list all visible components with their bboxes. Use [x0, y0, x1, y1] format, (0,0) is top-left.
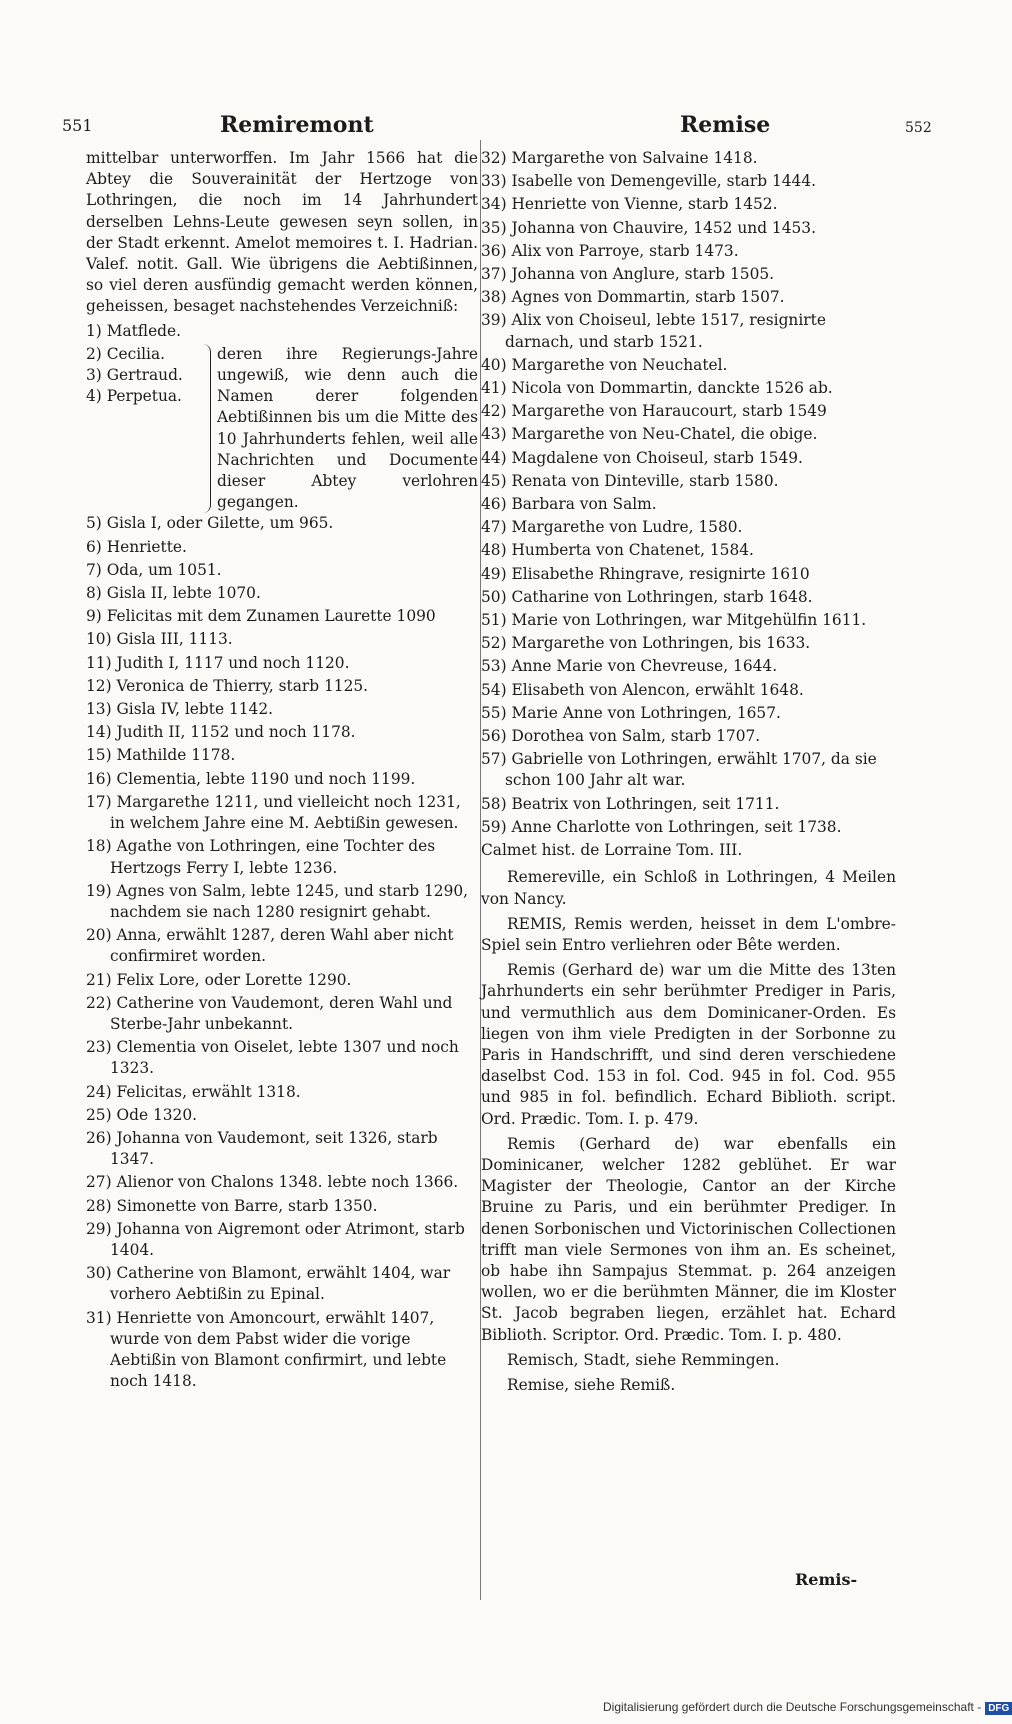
list-item: 31) Henriette von Amoncourt, erwählt 1407, wurde von dem Pabst wider die vorige Aebtißin von Blamont confirmirt, und lebte noch 1418.	[86, 1308, 447, 1391]
list-item: 36) Alix von Parroye, starb 1473.	[481, 241, 739, 260]
list-item: 42) Margarethe von Haraucourt, starb 1549	[481, 402, 827, 421]
list-item: 53) Anne Marie von Chevreuse, 1644.	[481, 657, 778, 676]
list-item: 48) Humberta von Chatenet, 1584.	[481, 541, 754, 560]
list-item: 3) Gertraud.	[86, 366, 183, 385]
list-item: 44) Magdalene von Choiseul, starb 1549.	[481, 448, 803, 467]
list-item: 43) Margarethe von Neu-Chatel, die obige.	[481, 425, 818, 444]
list-item: 11) Judith I, 1117 und noch 1120.	[86, 653, 350, 672]
list-item: 33) Isabelle von Demengeville, starb 1444.	[481, 172, 817, 191]
entry-remis-definition: REMIS, Remis werden, heisset in dem L'ombre-Spiel sein Entro verliehren oder Bête werden.	[481, 914, 896, 954]
page-number-right: 552	[905, 120, 932, 136]
list-item: 7) Oda, um 1051.	[86, 560, 222, 579]
right-column	[481, 148, 896, 1400]
page-number-left: 551	[62, 116, 93, 135]
list-item: 13) Gisla IV, lebte 1142.	[86, 700, 274, 719]
footer-text: Digitalisierung gefördert durch die Deutsche Forschungsgemeinschaft -	[603, 1700, 982, 1714]
entry-remis-gerhard-1: Remis (Gerhard de) war um die Mitte des 13ten Jahrhunderts ein sehr berühmter Prediger in Paris, und vermuthlich aus dem Dominicaner-Orden. Es liegen von ihm viele Predigten in der Sorbonne zu Paris in Handschrifft, und sind deren verschiedene daselbst Cod. 153 in fol. Cod. 945 in fol. Cod. 955 und 985 in fol. befindlich. Echard Biblioth. script. Ord. Prædic. Tom. I. p. 479.	[481, 961, 896, 1128]
list-item: 56) Dorothea von Salm, starb 1707.	[481, 727, 761, 746]
footer-credit	[603, 1700, 1012, 1715]
curly-brace	[198, 344, 211, 514]
list-item: 1) Matflede.	[86, 321, 182, 340]
list-item: 10) Gisla III, 1113.	[86, 630, 233, 649]
running-title-right: Remise	[680, 112, 771, 138]
list-item: 15) Mathilde 1178.	[86, 746, 236, 765]
list-item: 58) Beatrix von Lothringen, seit 1711.	[481, 794, 780, 813]
list-item: 34) Henriette von Vienne, starb 1452.	[481, 195, 778, 214]
list-item: 25) Ode 1320.	[86, 1105, 198, 1124]
entry-remisch: Remisch, Stadt, siehe Remmingen.	[507, 1350, 780, 1369]
list-item: 22) Catherine von Vaudemont, deren Wahl und Sterbe-Jahr unbekannt.	[86, 993, 453, 1033]
list-item: 17) Margarethe 1211, und vielleicht noch 1231, in welchem Jahre eine M. Aebtißin gewesen.	[86, 792, 461, 833]
list-item: 28) Simonette von Barre, starb 1350.	[86, 1196, 378, 1215]
list-item: 18) Agathe von Lothringen, eine Tochter des Hertzogs Ferry I, lebte 1236.	[86, 837, 436, 877]
calmet-reference: Calmet hist. de Lorraine Tom. III.	[481, 841, 743, 860]
list-item: 38) Agnes von Dommartin, starb 1507.	[481, 288, 785, 307]
left-column	[86, 148, 478, 1394]
list-item: 46) Barbara von Salm.	[481, 495, 657, 514]
list-item: 50) Catharine von Lothringen, starb 1648.	[481, 587, 813, 606]
dfg-logo: DFG	[985, 1702, 1012, 1715]
list-item: 30) Catherine von Blamont, erwählt 1404, war vorhero Aebtißin zu Epinal.	[86, 1264, 451, 1304]
list-item: 16) Clementia, lebte 1190 und noch 1199.	[86, 769, 416, 788]
list-item: 47) Margarethe von Ludre, 1580.	[481, 518, 743, 537]
braced-text: deren ihre Regierungs-Jahre ungewiß, wie denn auch die Namen derer folgenden Aebtißinnen bis um die Mitte des 10 Jahrhunderts fehlen, weil alle Nachrichten und Documente dieser Abtey verlohren gegangen.	[217, 344, 478, 512]
list-item: 57) Gabrielle von Lothringen, erwählt 1707, da sie schon 100 Jahr alt war.	[481, 750, 877, 790]
list-item: 29) Johanna von Aigremont oder Atrimont, starb 1404.	[86, 1219, 465, 1259]
braced-group	[86, 344, 478, 514]
list-item: 26) Johanna von Vaudemont, seit 1326, starb 1347.	[86, 1128, 438, 1169]
list-item: 49) Elisabethe Rhingrave, resignirte 1610	[481, 564, 810, 583]
list-item: 51) Marie von Lothringen, war Mitgehülfin 1611.	[481, 611, 867, 630]
list-item: 41) Nicola von Dommartin, danckte 1526 ab.	[481, 379, 833, 398]
list-item: 55) Marie Anne von Lothringen, 1657.	[481, 703, 781, 722]
list-item: 32) Margarethe von Salvaine 1418.	[481, 149, 758, 167]
list-item: 59) Anne Charlotte von Lothringen, seit 1738.	[481, 817, 842, 836]
list-item: 14) Judith II, 1152 und noch 1178.	[86, 723, 356, 742]
list-item: 5) Gisla I, oder Gilette, um 965.	[86, 514, 334, 533]
list-item: 12) Veronica de Thierry, starb 1125.	[86, 676, 369, 695]
intro-paragraph: mittelbar unterworffen. Im Jahr 1566 hat die Abtey die Souverainität der Hertzoge von Lothringen, die noch im 14 Jahrhundert derselben Lehns-Leute gewesen seyn sollen, in der Stadt erkennt. Amelot memoires t. I. Hadrian. Valef. notit. Gall. Wie übrigens die Aebtißinnen, so viel deren ausfündig gemacht werden können, geheissen, besaget nachstehendes Verzeichniß:	[86, 149, 478, 316]
list-item: 8) Gisla II, lebte 1070.	[86, 584, 261, 603]
catchword: Remis-	[795, 1570, 858, 1589]
list-item: 35) Johanna von Chauvire, 1452 und 1453.	[481, 218, 816, 237]
list-item: 23) Clementia von Oiselet, lebte 1307 und noch 1323.	[86, 1038, 459, 1078]
list-item: 37) Johanna von Anglure, starb 1505.	[481, 265, 775, 284]
list-item: 4) Perpetua.	[86, 387, 182, 406]
list-item: 39) Alix von Choiseul, lebte 1517, resignirte darnach, und starb 1521.	[481, 311, 826, 351]
list-item: 52) Margarethe von Lothringen, bis 1633.	[481, 634, 811, 653]
entry-remereville: Remereville, ein Schloß in Lothringen, 4 Meilen von Nancy.	[481, 868, 896, 908]
list-item: 6) Henriette.	[86, 537, 187, 556]
list-item: 19) Agnes von Salm, lebte 1245, und starb 1290, nachdem sie nach 1280 resignirt gehabt.	[86, 881, 469, 921]
list-item: 45) Renata von Dinteville, starb 1580.	[481, 471, 779, 490]
list-item: 24) Felicitas, erwählt 1318.	[86, 1082, 301, 1101]
running-title-left: Remiremont	[220, 112, 374, 138]
list-item: 9) Felicitas mit dem Zunamen Laurette 1090	[86, 607, 436, 626]
abbess-list-right	[481, 148, 896, 838]
entry-remis-gerhard-2: Remis (Gerhard de) war ebenfalls ein Dominicaner, welcher 1282 geblühet. Er war Magister der Theologie, Cantor an der Kirche Bruine zu Paris, und ein berühmter Prediger. In denen Sorbonischen und Victorinischen Collectionen trifft man viele Sermones von ihm an. Es scheinet, ob habe ihn Sampajus Stemmat. p. 264 anzeigen wollen, wo er die berühmten Männer, die im Kloster St. Jacob begraben liegen, erzählet hat. Echard Biblioth. Scriptor. Ord. Prædic. Tom. I. p. 480.	[481, 1134, 896, 1344]
page-header	[60, 112, 975, 140]
braced-names	[86, 344, 198, 514]
list-item: 20) Anna, erwählt 1287, deren Wahl aber nicht confirmiret worden.	[86, 926, 454, 966]
list-item: 27) Alienor von Chalons 1348. lebte noch 1366.	[86, 1173, 459, 1192]
entry-remise: Remise, siehe Remiß.	[507, 1375, 676, 1394]
abbess-list-left	[86, 513, 478, 1392]
list-item: 40) Margarethe von Neuchatel.	[481, 355, 728, 374]
list-item: 2) Cecilia.	[86, 344, 166, 363]
list-item: 54) Elisabeth von Alencon, erwählt 1648.	[481, 680, 804, 699]
list-item: 21) Felix Lore, oder Lorette 1290.	[86, 970, 352, 989]
